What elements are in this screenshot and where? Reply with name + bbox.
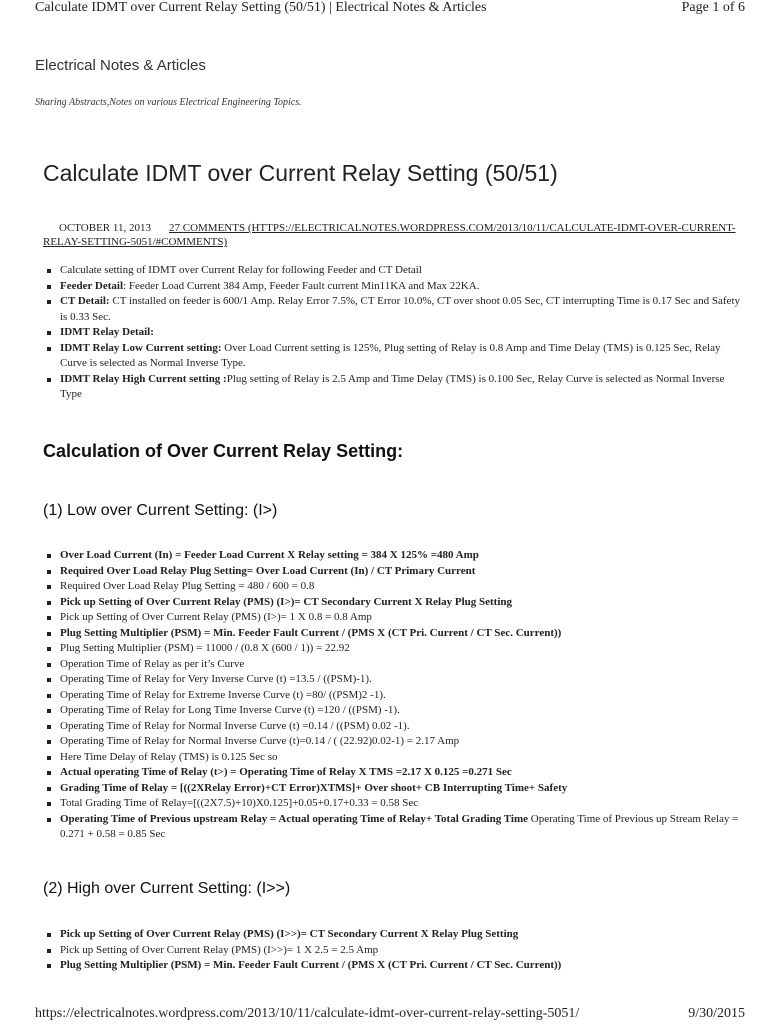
list-item-text: Operating Time of Relay for Long Time Inverse Curve (t) =120 / ((PSM) -1). bbox=[60, 704, 400, 716]
comments-link[interactable]: 27 COMMENTS (HTTPS://ELECTRICALNOTES.WORDPRESS.COM/2013/10/11/CALCULATE-IDMT-OVER-CURRENT-RELAY-SETTING-5051/#COMMENTS) bbox=[43, 222, 736, 248]
list-item bbox=[60, 781, 740, 797]
list-item-bold: Plug Setting Multiplier (PSM) = Min. Feeder Fault Current / (PMS X (CT Pri. Current / CT Sec. Current)) bbox=[60, 959, 562, 971]
post-title: Calculate IDMT over Current Relay Setting (50/51) bbox=[43, 160, 558, 186]
list-item-text: : Feeder Load Current 384 Amp, Feeder Fault current Min11KA and Max 22KA. bbox=[123, 279, 480, 292]
list-item bbox=[60, 279, 740, 295]
list-item bbox=[60, 672, 740, 688]
list-item-bold: Operating Time of Previous upstream Relay = Actual operating Time of Relay+ Total Grading Time bbox=[60, 812, 529, 825]
list-item-text: Pick up Setting of Over Current Relay (PMS) (I>)= 1 X 0.8 = 0.8 Amp bbox=[60, 611, 372, 623]
list-item bbox=[60, 372, 740, 403]
site-tagline: Sharing Abstracts,Notes on various Electrical Engineering Topics. bbox=[35, 97, 302, 108]
print-header-title: Calculate IDMT over Current Relay Setting (50/51) | Electrical Notes & Articles bbox=[35, 0, 487, 15]
list-item-text: Plug setting of Relay is 2.5 Amp and Time Delay (TMS) is 0.100 Sec, Relay Curve is selected as Normal Inverse Type bbox=[60, 372, 725, 400]
post-meta bbox=[43, 221, 743, 249]
list-item bbox=[60, 750, 740, 766]
high-setting-heading: (2) High over Current Setting: (I>>) bbox=[43, 880, 291, 897]
list-item-text: Plug Setting Multiplier (PSM) = 11000 / (0.8 X (600 / 1)) = 22.92 bbox=[60, 642, 350, 654]
list-item bbox=[60, 595, 740, 611]
list-item-text: Calculate setting of IDMT over Current Relay for following Feeder and CT Detail bbox=[60, 264, 422, 276]
list-item-text: CT installed on feeder is 600/1 Amp. Relay Error 7.5%, CT Error 10.0%, CT over shoot 0.05 Sec, CT interrupting Time is 0.17 Sec and Safety is 0.33 Sec. bbox=[60, 295, 740, 323]
list-item bbox=[60, 341, 740, 372]
list-item bbox=[60, 564, 740, 580]
page-url: https://electricalnotes.wordpress.com/2013/10/11/calculate-idmt-over-current-relay-setting-5051/ bbox=[35, 1006, 580, 1021]
list-item bbox=[60, 812, 740, 843]
high-setting-list bbox=[43, 927, 740, 974]
list-item-text: Over Load Current setting is 125%, Plug setting of Relay is 0.8 Amp and Time Delay (TMS) is 0.125 Sec, Relay Curve is selected as Normal Inverse Type. bbox=[60, 341, 721, 369]
list-item bbox=[60, 263, 740, 279]
list-item bbox=[60, 765, 740, 781]
low-setting-heading: (1) Low over Current Setting: (I>) bbox=[43, 502, 278, 519]
list-item-bold: Actual operating Time of Relay (t>) = Operating Time of Relay X TMS =2.17 X 0.125 =0.271 Sec bbox=[60, 766, 512, 778]
list-item-text: Operating Time of Previous up Stream Relay = 0.271 + 0.58 = 0.85 Sec bbox=[60, 812, 739, 840]
list-item-bold: Pick up Setting of Over Current Relay (PMS) (I>>)= CT Secondary Current X Relay Plug Setting bbox=[60, 928, 519, 940]
print-header bbox=[35, 0, 745, 20]
print-date: 9/30/2015 bbox=[688, 1006, 745, 1021]
list-item bbox=[60, 958, 740, 974]
list-item bbox=[60, 610, 740, 626]
list-item-text: Operation Time of Relay as per it’s Curve bbox=[60, 657, 245, 670]
list-item-bold: Feeder Detail bbox=[60, 279, 124, 292]
low-setting-list bbox=[43, 548, 740, 843]
list-item bbox=[60, 325, 740, 341]
list-item-text: Here Time Delay of Relay (TMS) is 0.125 Sec so bbox=[60, 750, 278, 763]
list-item-text: Operating Time of Relay for Very Inverse Curve (t) =13.5 / ((PSM)-1). bbox=[60, 673, 372, 685]
list-item-bold: Grading Time of Relay = [((2XRelay Error)+CT Error)XTMS]+ Over shoot+ CB Interrupting Time+ Safety bbox=[60, 781, 568, 794]
list-item bbox=[60, 927, 740, 943]
list-item-bold: Over Load Current (In) = Feeder Load Current X Relay setting = 384 X 125% =480 Amp bbox=[60, 549, 479, 561]
list-item-bold: Plug Setting Multiplier (PSM) = Min. Feeder Fault Current / (PMS X (CT Pri. Current / CT Sec. Current)) bbox=[60, 626, 562, 639]
list-item bbox=[60, 626, 740, 642]
print-footer bbox=[35, 1006, 745, 1024]
list-item-bold: IDMT Relay Detail: bbox=[60, 326, 154, 338]
list-item-text: Operating Time of Relay for Normal Inverse Curve (t)=0.14 / ( (22.92)0.02-1) = 2.17 Amp bbox=[60, 735, 460, 747]
list-item bbox=[60, 641, 740, 657]
list-item bbox=[60, 579, 740, 595]
list-item bbox=[60, 719, 740, 735]
list-item bbox=[60, 688, 740, 704]
section-heading: Calculation of Over Current Relay Setting: bbox=[43, 441, 404, 461]
list-item bbox=[60, 796, 740, 812]
list-item-bold: CT Detail: bbox=[60, 295, 110, 307]
page-number: Page 1 of 6 bbox=[681, 0, 745, 15]
list-item-bold: IDMT Relay Low Current setting: bbox=[60, 341, 222, 354]
list-item-bold: Pick up Setting of Over Current Relay (PMS) (I>)= CT Secondary Current X Relay Plug Setting bbox=[60, 595, 512, 608]
list-item bbox=[60, 657, 740, 673]
list-item-text: Required Over Load Relay Plug Setting = 480 / 600 = 0.8 bbox=[60, 580, 315, 592]
list-item-text: Total Grading Time of Relay=[((2X7.5)+10)X0.125]+0.05+0.17+0.33 = 0.58 Sec bbox=[60, 797, 419, 809]
post-date: OCTOBER 11, 2013 bbox=[59, 222, 151, 234]
list-item-text: Operating Time of Relay for Normal Inverse Curve (t) =0.14 / ((PSM) 0.02 -1). bbox=[60, 719, 410, 732]
list-item-text: Pick up Setting of Over Current Relay (PMS) (I>>)= 1 X 2.5 = 2.5 Amp bbox=[60, 943, 379, 956]
site-title[interactable]: Electrical Notes & Articles bbox=[35, 57, 206, 74]
list-item-bold: IDMT Relay High Current setting : bbox=[60, 372, 227, 385]
list-item bbox=[60, 703, 740, 719]
list-item bbox=[60, 294, 740, 325]
list-item bbox=[60, 943, 740, 959]
list-item bbox=[60, 734, 740, 750]
list-item-text: Operating Time of Relay for Extreme Inverse Curve (t) =80/ ((PSM)2 -1). bbox=[60, 688, 386, 701]
intro-list bbox=[43, 263, 740, 403]
list-item-bold: Required Over Load Relay Plug Setting= Over Load Current (In) / CT Primary Current bbox=[60, 564, 476, 577]
list-item bbox=[60, 548, 740, 564]
